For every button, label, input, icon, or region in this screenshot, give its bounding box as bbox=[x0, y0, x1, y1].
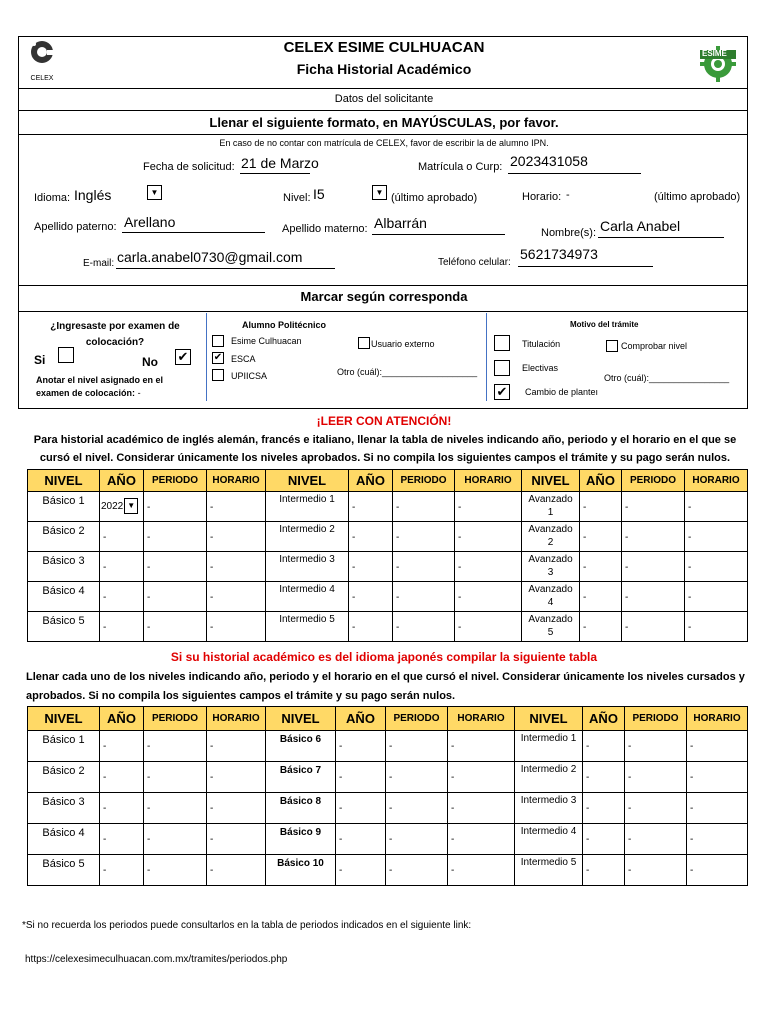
intermedio-level-cell: Intermedio 3 bbox=[266, 552, 349, 582]
avanzado-level-cell: Avanzado 1 bbox=[522, 492, 580, 522]
avanzado-periodo-cell[interactable]: - bbox=[622, 522, 685, 552]
jp-basico-b-anio-cell[interactable]: - bbox=[336, 731, 386, 762]
intermedio-level-cell: Intermedio 4 bbox=[266, 582, 349, 612]
jp-col-horario-2: HORARIO bbox=[448, 707, 515, 731]
usuario-externo-label: Usuario externo bbox=[371, 339, 435, 349]
intermedio-level-cell: Intermedio 2 bbox=[266, 522, 349, 552]
jp-basico-a-anio-cell[interactable]: - bbox=[100, 824, 144, 855]
jp-intermedio-level-cell: Intermedio 3 bbox=[515, 793, 583, 824]
table-row bbox=[28, 612, 748, 642]
jp-intermedio-level-cell: Intermedio 2 bbox=[515, 762, 583, 793]
col-horario-3: HORARIO bbox=[685, 470, 748, 492]
esime-option-label: Esime Culhuacan bbox=[231, 336, 302, 346]
jp-basico-b-horario-cell[interactable]: - bbox=[448, 855, 515, 886]
email-label: E-mail: bbox=[83, 258, 115, 269]
section-applicant-data: Datos del solicitante bbox=[334, 93, 434, 105]
jp-basico-level-cell: Básico 5 bbox=[28, 855, 100, 886]
intermedio-anio-cell[interactable]: - bbox=[349, 522, 393, 552]
no-enrollment-note: En caso de no contar con matrícula de CELEX, favor de escribir la de alumno IPN. bbox=[219, 138, 549, 148]
placement-note-value: - bbox=[137, 388, 141, 398]
motivo-otro-field[interactable]: Otro (cuál):________________ bbox=[604, 373, 730, 383]
politecnico-otro-field[interactable]: Otro (cuál):___________________ bbox=[337, 367, 478, 377]
jp-intermedio-anio-cell[interactable]: - bbox=[583, 824, 625, 855]
jp-basico-b-horario-cell[interactable]: - bbox=[448, 793, 515, 824]
jp-intermedio-periodo-cell[interactable]: - bbox=[625, 731, 687, 762]
basico-level-cell: Básico 1 bbox=[28, 492, 100, 522]
table-row bbox=[28, 492, 748, 522]
apellido-materno-label: Apellido materno: bbox=[282, 223, 368, 235]
avanzado-anio-cell[interactable]: - bbox=[580, 612, 622, 642]
idioma-label: Idioma: bbox=[34, 192, 71, 204]
jp-col-anio-2: AÑO bbox=[336, 707, 386, 731]
jp-basico-a-horario-cell[interactable]: - bbox=[207, 793, 266, 824]
jp-basico-a-anio-cell[interactable]: - bbox=[100, 762, 144, 793]
table-row bbox=[28, 824, 748, 855]
placement-question: ¿Ingresaste por examen de colocación? bbox=[50, 321, 180, 348]
jp-col-nivel-2: NIVEL bbox=[266, 707, 336, 731]
jp-col-anio-3: AÑO bbox=[583, 707, 625, 731]
esca-checkbox[interactable]: ✔ bbox=[213, 352, 223, 363]
table-row bbox=[28, 855, 748, 886]
jp-intermedio-horario-cell[interactable]: - bbox=[687, 731, 748, 762]
basico-periodo-cell[interactable]: - bbox=[144, 492, 207, 522]
avanzado-anio-cell[interactable]: - bbox=[580, 522, 622, 552]
warning-text: ¡LEER CON ATENCIÓN! bbox=[316, 414, 452, 428]
nivel-ultimo-aprobado: (último aprobado) bbox=[391, 192, 478, 204]
nivel-dropdown-icon[interactable]: ▼ bbox=[372, 185, 387, 200]
fecha-label: Fecha de solicitud: bbox=[143, 161, 235, 173]
jp-col-periodo-3: PERIODO bbox=[625, 707, 687, 731]
jp-intermedio-anio-cell[interactable]: - bbox=[583, 793, 625, 824]
intermedio-level-cell: Intermedio 1 bbox=[266, 492, 349, 522]
jp-intermedio-anio-cell[interactable]: - bbox=[583, 762, 625, 793]
matricula-label: Matrícula o Curp: bbox=[418, 161, 503, 173]
jp-basico-b-periodo-cell[interactable]: - bbox=[386, 793, 448, 824]
telefono-label: Teléfono celular: bbox=[438, 257, 511, 268]
jp-basico-a-horario-cell[interactable]: - bbox=[207, 855, 266, 886]
basico-level-cell: Básico 4 bbox=[28, 582, 100, 612]
avanzado-periodo-cell[interactable]: - bbox=[622, 492, 685, 522]
jp-basico-a-anio-cell[interactable]: - bbox=[100, 731, 144, 762]
table-row bbox=[28, 793, 748, 824]
upiicsa-checkbox[interactable] bbox=[212, 369, 224, 381]
jp-basico-a-horario-cell[interactable]: - bbox=[207, 824, 266, 855]
jp-basico-b-level-cell: Básico 9 bbox=[266, 824, 336, 855]
idioma-field[interactable]: Inglés bbox=[74, 187, 112, 203]
electivas-checkbox[interactable] bbox=[494, 360, 510, 376]
jp-col-periodo-2: PERIODO bbox=[386, 707, 448, 731]
jp-basico-b-anio-cell[interactable]: - bbox=[336, 793, 386, 824]
footer-note: *Si no recuerda los periodos puede consultarlos en la tabla de periodos indicados en el siguiente link: bbox=[22, 920, 472, 931]
page-subtitle: Ficha Historial Académico bbox=[296, 61, 472, 77]
intermedio-periodo-cell[interactable]: - bbox=[393, 552, 455, 582]
celex-logo-text: CELEX bbox=[30, 75, 54, 82]
intermedio-horario-cell[interactable]: - bbox=[455, 612, 522, 642]
jp-intermedio-anio-cell[interactable]: - bbox=[583, 855, 625, 886]
jp-basico-level-cell: Básico 2 bbox=[28, 762, 100, 793]
nivel-field[interactable]: I5 bbox=[313, 186, 325, 202]
intermedio-anio-cell[interactable]: - bbox=[349, 492, 393, 522]
jp-basico-b-level-cell: Básico 6 bbox=[266, 731, 336, 762]
table-row bbox=[28, 582, 748, 612]
japanese-levels-table bbox=[27, 706, 748, 886]
jp-basico-a-anio-cell[interactable]: - bbox=[100, 855, 144, 886]
avanzado-anio-cell[interactable]: - bbox=[580, 582, 622, 612]
placement-no-label: No bbox=[142, 355, 158, 369]
jp-col-nivel-3: NIVEL bbox=[515, 707, 583, 731]
apellido-paterno-label: Apellido paterno: bbox=[34, 221, 117, 233]
politecnico-title: Alumno Politécnico bbox=[242, 320, 327, 330]
avanzado-horario-cell[interactable]: - bbox=[685, 612, 748, 642]
japanese-title: Si su historial académico es del idioma japonés compilar la siguiente tabla bbox=[170, 650, 598, 664]
electivas-label: Electivas bbox=[522, 363, 559, 373]
jp-intermedio-level-cell: Intermedio 1 bbox=[515, 731, 583, 762]
telefono-field[interactable]: 5621734973 bbox=[520, 246, 598, 262]
basico-anio-cell[interactable]: - bbox=[100, 612, 144, 642]
col-anio-2: AÑO bbox=[349, 470, 393, 492]
jp-intermedio-horario-cell[interactable]: - bbox=[687, 762, 748, 793]
jp-basico-a-anio-cell[interactable]: - bbox=[100, 793, 144, 824]
avanzado-periodo-cell[interactable]: - bbox=[622, 582, 685, 612]
avanzado-anio-cell[interactable]: - bbox=[580, 552, 622, 582]
horario-ultimo-aprobado: (último aprobado) bbox=[654, 191, 741, 203]
placement-si-checkbox[interactable] bbox=[58, 347, 74, 363]
basico-anio-cell[interactable]: - bbox=[100, 552, 144, 582]
intermedio-periodo-cell[interactable]: - bbox=[393, 492, 455, 522]
avanzado-horario-cell[interactable]: - bbox=[685, 492, 748, 522]
intermedio-anio-cell[interactable]: - bbox=[349, 552, 393, 582]
intermedio-periodo-cell[interactable]: - bbox=[393, 522, 455, 552]
jp-basico-b-anio-cell[interactable]: - bbox=[336, 824, 386, 855]
intermedio-level-cell: Intermedio 5 bbox=[266, 612, 349, 642]
section-mark: Marcar según corresponda bbox=[300, 289, 468, 304]
intermedio-anio-cell[interactable]: - bbox=[349, 582, 393, 612]
avanzado-anio-cell[interactable]: - bbox=[580, 492, 622, 522]
jp-intermedio-level-cell: Intermedio 5 bbox=[515, 855, 583, 886]
jp-col-horario-1: HORARIO bbox=[207, 707, 266, 731]
jp-intermedio-horario-cell[interactable]: - bbox=[687, 824, 748, 855]
col-nivel-3: NIVEL bbox=[522, 470, 580, 492]
col-anio-3: AÑO bbox=[580, 470, 622, 492]
placement-si-label: Si bbox=[34, 353, 46, 367]
col-periodo-2: PERIODO bbox=[393, 470, 455, 492]
avanzado-level-cell: Avanzado 3 bbox=[522, 552, 580, 582]
nivel-label: Nivel: bbox=[283, 192, 311, 204]
jp-basico-b-periodo-cell[interactable]: - bbox=[386, 731, 448, 762]
horario-field[interactable]: - bbox=[566, 189, 570, 201]
col-nivel-1: NIVEL bbox=[28, 470, 100, 492]
basico-level-cell: Básico 2 bbox=[28, 522, 100, 552]
nombre-field[interactable]: Carla Anabel bbox=[600, 218, 681, 234]
email-field[interactable]: carla.anabel0730@gmail.com bbox=[117, 249, 303, 265]
jp-basico-b-level-cell: Básico 7 bbox=[266, 762, 336, 793]
apellido-materno-field[interactable]: Albarrán bbox=[374, 215, 427, 231]
upiicsa-option-label: UPIICSA bbox=[231, 371, 268, 381]
basico-anio-cell[interactable]: - bbox=[100, 522, 144, 552]
comprobar-label: Comprobar nivel bbox=[621, 341, 688, 351]
jp-intermedio-periodo-cell[interactable]: - bbox=[625, 762, 687, 793]
jp-basico-level-cell: Básico 3 bbox=[28, 793, 100, 824]
jp-intermedio-periodo-cell[interactable]: - bbox=[625, 824, 687, 855]
avanzado-horario-cell[interactable]: - bbox=[685, 522, 748, 552]
jp-basico-b-level-cell: Básico 10 bbox=[266, 855, 336, 886]
jp-basico-level-cell: Básico 1 bbox=[28, 731, 100, 762]
usuario-externo-checkbox[interactable] bbox=[358, 337, 370, 349]
fecha-field[interactable]: 21 de Marzo bbox=[241, 155, 319, 171]
jp-intermedio-periodo-cell[interactable]: - bbox=[625, 793, 687, 824]
intermedio-periodo-cell[interactable]: - bbox=[393, 612, 455, 642]
jp-col-periodo-1: PERIODO bbox=[144, 707, 207, 731]
col-anio-1: AÑO bbox=[100, 470, 144, 492]
avanzado-level-cell: Avanzado 5 bbox=[522, 612, 580, 642]
basico-periodo-cell[interactable]: - bbox=[144, 552, 207, 582]
year-select[interactable] bbox=[100, 492, 144, 522]
placement-note bbox=[36, 374, 176, 400]
jp-col-nivel-1: NIVEL bbox=[28, 707, 100, 731]
page-title: CELEX ESIME CULHUACAN bbox=[283, 39, 485, 56]
jp-basico-a-horario-cell[interactable]: - bbox=[207, 731, 266, 762]
horario-label: Horario: bbox=[522, 191, 562, 203]
basico-horario-cell[interactable]: - bbox=[207, 582, 266, 612]
basico-level-cell: Básico 3 bbox=[28, 552, 100, 582]
jp-basico-b-periodo-cell[interactable]: - bbox=[386, 855, 448, 886]
basico-periodo-cell[interactable]: - bbox=[144, 582, 207, 612]
basico-periodo-cell[interactable]: - bbox=[144, 612, 207, 642]
table-row bbox=[28, 762, 748, 793]
jp-basico-a-periodo-cell[interactable]: - bbox=[144, 824, 207, 855]
basico-horario-cell[interactable]: - bbox=[207, 522, 266, 552]
intermedio-anio-cell[interactable]: - bbox=[349, 612, 393, 642]
nombre-label: Nombre(s): bbox=[541, 227, 597, 239]
table-row bbox=[28, 552, 748, 582]
avanzado-horario-cell[interactable]: - bbox=[685, 552, 748, 582]
comprobar-checkbox[interactable] bbox=[606, 340, 618, 352]
placement-note-text: Anotar el nivel asignado en el examen de colocación: bbox=[36, 375, 164, 398]
table-row bbox=[28, 731, 748, 762]
table-row bbox=[28, 522, 748, 552]
jp-basico-a-periodo-cell[interactable]: - bbox=[144, 731, 207, 762]
jp-basico-b-horario-cell[interactable]: - bbox=[448, 762, 515, 793]
avanzado-periodo-cell[interactable]: - bbox=[622, 552, 685, 582]
jp-basico-b-horario-cell[interactable]: - bbox=[448, 731, 515, 762]
instruction-uppercase: Llenar el siguiente formato, en MAYÚSCULAS, por favor. bbox=[209, 115, 559, 130]
esime-checkbox[interactable] bbox=[212, 335, 224, 347]
col-periodo-1: PERIODO bbox=[144, 470, 207, 492]
basico-horario-cell[interactable]: - bbox=[207, 492, 266, 522]
jp-basico-a-horario-cell[interactable]: - bbox=[207, 762, 266, 793]
jp-basico-a-periodo-cell[interactable]: - bbox=[144, 762, 207, 793]
intermedio-horario-cell[interactable]: - bbox=[455, 552, 522, 582]
col-nivel-2: NIVEL bbox=[266, 470, 349, 492]
basico-horario-cell[interactable]: - bbox=[207, 612, 266, 642]
footer-link[interactable]: https://celexesimeculhuacan.com.mx/tramites/periodos.php bbox=[25, 954, 288, 965]
jp-intermedio-horario-cell[interactable]: - bbox=[687, 855, 748, 886]
cambio-checkbox[interactable]: ✔ bbox=[494, 384, 510, 400]
col-horario-1: HORARIO bbox=[207, 470, 266, 492]
esime-logo bbox=[694, 42, 742, 82]
instructions-table-1: Para historial académico de inglés alemán, francés e italiano, llenar la tabla de niveles indicando año, periodo y el horario en el que se cursó el nivel. Considerar únicamente los niveles aprobados. Si no compila los siguientes campos el trámite y su pago serán nulos. bbox=[33, 434, 737, 464]
esca-option-label: ESCA bbox=[231, 354, 256, 364]
esime-logo-text: ESIME bbox=[702, 49, 727, 58]
jp-intermedio-periodo-cell[interactable]: - bbox=[625, 855, 687, 886]
year-select-value: 2022 bbox=[101, 500, 124, 512]
jp-col-horario-3: HORARIO bbox=[687, 707, 748, 731]
jp-basico-a-periodo-cell[interactable]: - bbox=[144, 793, 207, 824]
idioma-dropdown-icon[interactable]: ▼ bbox=[147, 185, 162, 200]
jp-basico-level-cell: Básico 4 bbox=[28, 824, 100, 855]
avanzado-horario-cell[interactable]: - bbox=[685, 582, 748, 612]
intermedio-horario-cell[interactable]: - bbox=[455, 582, 522, 612]
jp-basico-b-periodo-cell[interactable]: - bbox=[386, 824, 448, 855]
cambio-label: Cambio de planteı bbox=[525, 387, 599, 397]
jp-col-anio-1: AÑO bbox=[100, 707, 144, 731]
placement-no-checkbox[interactable]: ✔ bbox=[175, 349, 191, 365]
jp-basico-a-periodo-cell[interactable]: - bbox=[144, 855, 207, 886]
jp-intermedio-horario-cell[interactable]: - bbox=[687, 793, 748, 824]
titulacion-label: Titulación bbox=[522, 339, 561, 349]
basico-anio-cell[interactable]: - bbox=[100, 582, 144, 612]
col-periodo-3: PERIODO bbox=[622, 470, 685, 492]
avanzado-level-cell: Avanzado 4 bbox=[522, 582, 580, 612]
basico-horario-cell[interactable]: - bbox=[207, 552, 266, 582]
titulacion-checkbox[interactable] bbox=[494, 335, 510, 351]
jp-basico-b-anio-cell[interactable]: - bbox=[336, 762, 386, 793]
chevron-down-icon[interactable]: ▼ bbox=[124, 498, 138, 514]
col-horario-2: HORARIO bbox=[455, 470, 522, 492]
matricula-field[interactable]: 2023431058 bbox=[510, 153, 588, 169]
instructions-table-2: Llenar cada uno de los niveles indicando año, periodo y el horario en el que cursó el nivel. Considerar únicamente los niveles cursados y aprobados. Si no compila los siguientes campos el trámite y su pago serán nulos. bbox=[26, 671, 745, 702]
levels-table bbox=[27, 469, 748, 642]
apellido-paterno-field[interactable]: Arellano bbox=[124, 214, 176, 230]
basico-periodo-cell[interactable]: - bbox=[144, 522, 207, 552]
jp-basico-b-anio-cell[interactable]: - bbox=[336, 855, 386, 886]
intermedio-horario-cell[interactable]: - bbox=[455, 492, 522, 522]
jp-basico-b-periodo-cell[interactable]: - bbox=[386, 762, 448, 793]
avanzado-level-cell: Avanzado 2 bbox=[522, 522, 580, 552]
avanzado-periodo-cell[interactable]: - bbox=[622, 612, 685, 642]
basico-level-cell: Básico 5 bbox=[28, 612, 100, 642]
jp-intermedio-anio-cell[interactable]: - bbox=[583, 731, 625, 762]
intermedio-horario-cell[interactable]: - bbox=[455, 522, 522, 552]
motivo-title: Motivo del trámite bbox=[570, 320, 639, 329]
jp-intermedio-level-cell: Intermedio 4 bbox=[515, 824, 583, 855]
jp-basico-b-level-cell: Básico 8 bbox=[266, 793, 336, 824]
jp-basico-b-horario-cell[interactable]: - bbox=[448, 824, 515, 855]
esime-gear-icon bbox=[694, 42, 742, 82]
intermedio-periodo-cell[interactable]: - bbox=[393, 582, 455, 612]
